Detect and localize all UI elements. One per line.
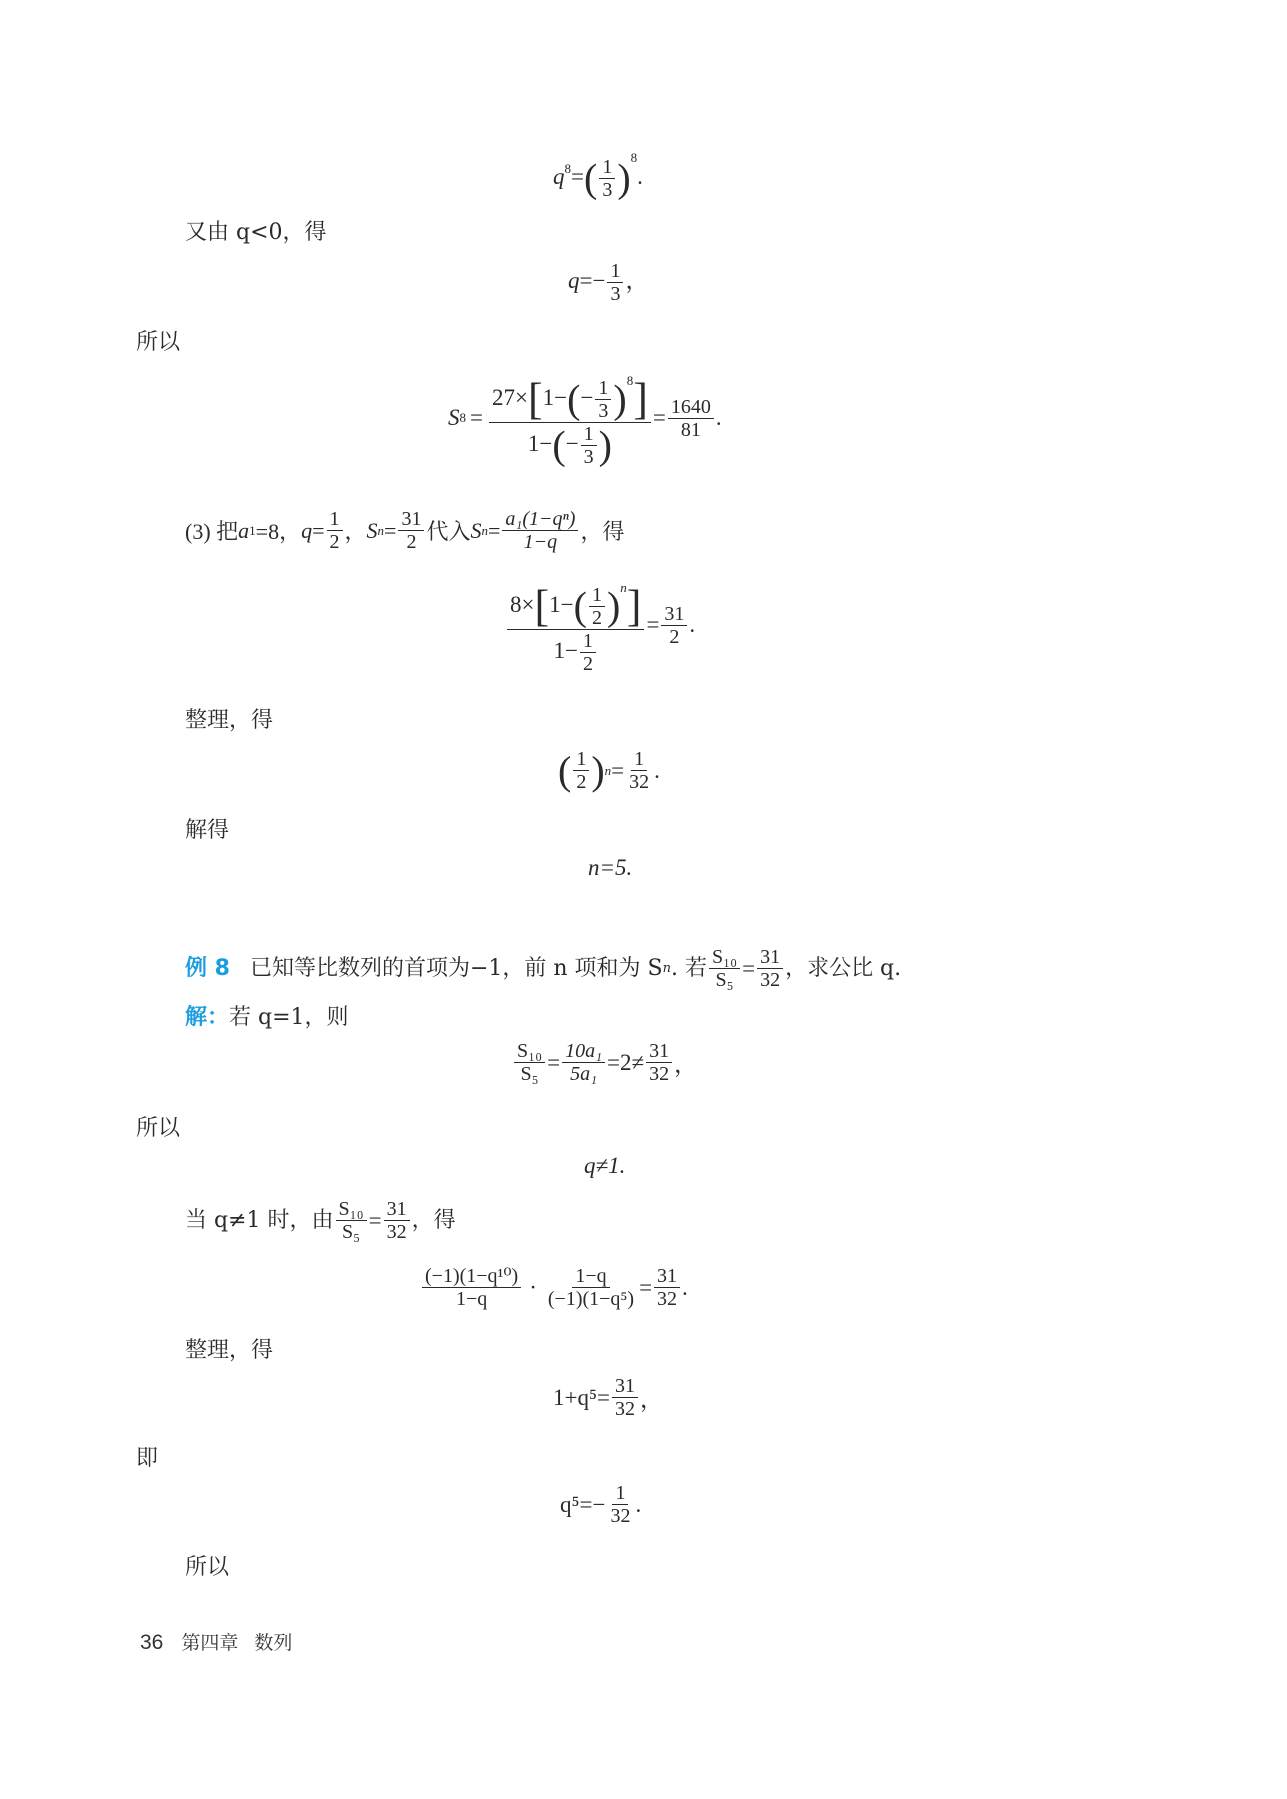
right-paren: ) [617, 155, 631, 201]
chapter-label: 第四章 [181, 1633, 239, 1654]
equation-q-ne-1: q≠1. [584, 1153, 626, 1178]
equation-n5: n=5. [588, 855, 633, 880]
equation-half-n: ( $\frac{1}{2}$ ) n = $\frac{1}{32}$ . [558, 747, 660, 793]
text-line: 整理，得 [185, 1338, 274, 1363]
part-3-line: (3) 把 a 1 =8， q = $\frac{1}{2}$ ， S n = $\frac{31}{2}$ 代入 S n = $\frac{\text{a₁(1−qⁿ)}}{1-q}$ ，得 [185, 508, 625, 553]
var-q: q [553, 164, 565, 189]
example-8: 例 8 已知等比数列的首项为−1，前 n 项和为 S n . 若 $\frac{\text{S₁₀}}{\text{S₅}}$ = $\frac{31}{32}$ ，求公比 q. [185, 946, 902, 991]
text-line: 整理，得 [185, 708, 274, 733]
equation-s8: S 8 = 27×[1−(− $\frac{1}{3}$ )$^8$] 1−(− $\frac{1}{3}$ ) = $\frac{1640}{81}$ . [448, 368, 722, 468]
text-line: 所以 [185, 1555, 230, 1580]
fraction: $\frac{1}{3}$ [599, 156, 615, 201]
solution-label: 解： [185, 1005, 230, 1030]
chapter-title: 数列 [254, 1633, 293, 1654]
equation-ratio: $\frac{\text{(−1)(1−q¹⁰)}}{1-q}$ · $\frac{1-q}{\text{(−1)(1−q⁵)}}$ = $\frac{31}{32}$ . [420, 1265, 688, 1310]
text-line: 所以 [136, 330, 181, 355]
example-label: 例 8 [185, 955, 230, 981]
equation-q: q=− $\frac{1}{3}$ ， [568, 260, 649, 305]
fraction-s8: 27×[1−(− $\frac{1}{3}$ )$^8$] 1−(− $\frac{1}{3}$ ) [489, 368, 651, 468]
solution-line: 解：若 q=1，则 [185, 1005, 349, 1030]
text-line: 又由 q<0，得 [185, 220, 327, 245]
text-line: 所以 [136, 1116, 181, 1141]
equation-part3: 8×[1−( $\frac{1}{2}$ )$^n$] 1− $\frac{1}{2}$ = $\frac{31}{2}$ . [505, 575, 695, 675]
text-line: 解得 [185, 818, 230, 843]
equation-s10-s5: $\frac{\text{S₁₀}}{\text{S₅}}$ = $\frac{\text{10a₁}}{\text{5a₁}}$ =2≠ $\frac{31}{32}$ ， [512, 1040, 697, 1085]
text-line: 即 [136, 1446, 159, 1471]
page-number: 36 [140, 1631, 164, 1654]
exponent: 8 [564, 161, 571, 176]
left-paren: ( [583, 155, 598, 201]
equation-1-plus-q5: 1+q⁵= $\frac{31}{32}$ ， [553, 1375, 663, 1420]
fraction: $\frac{1}{3}$ [607, 260, 623, 305]
page-footer [140, 1628, 292, 1655]
text-line: 当 q≠1 时，由 $\frac{\text{S₁₀}}{\text{S₅}}$ = $\frac{31}{32}$ ，得 [185, 1198, 456, 1243]
equals: = [571, 164, 584, 189]
equation-q8: $q^8=$( $\frac{1}{3}$ )$^8$. [553, 150, 643, 202]
equation-q5: q⁵=− $\frac{1}{32}$ . [560, 1482, 642, 1527]
